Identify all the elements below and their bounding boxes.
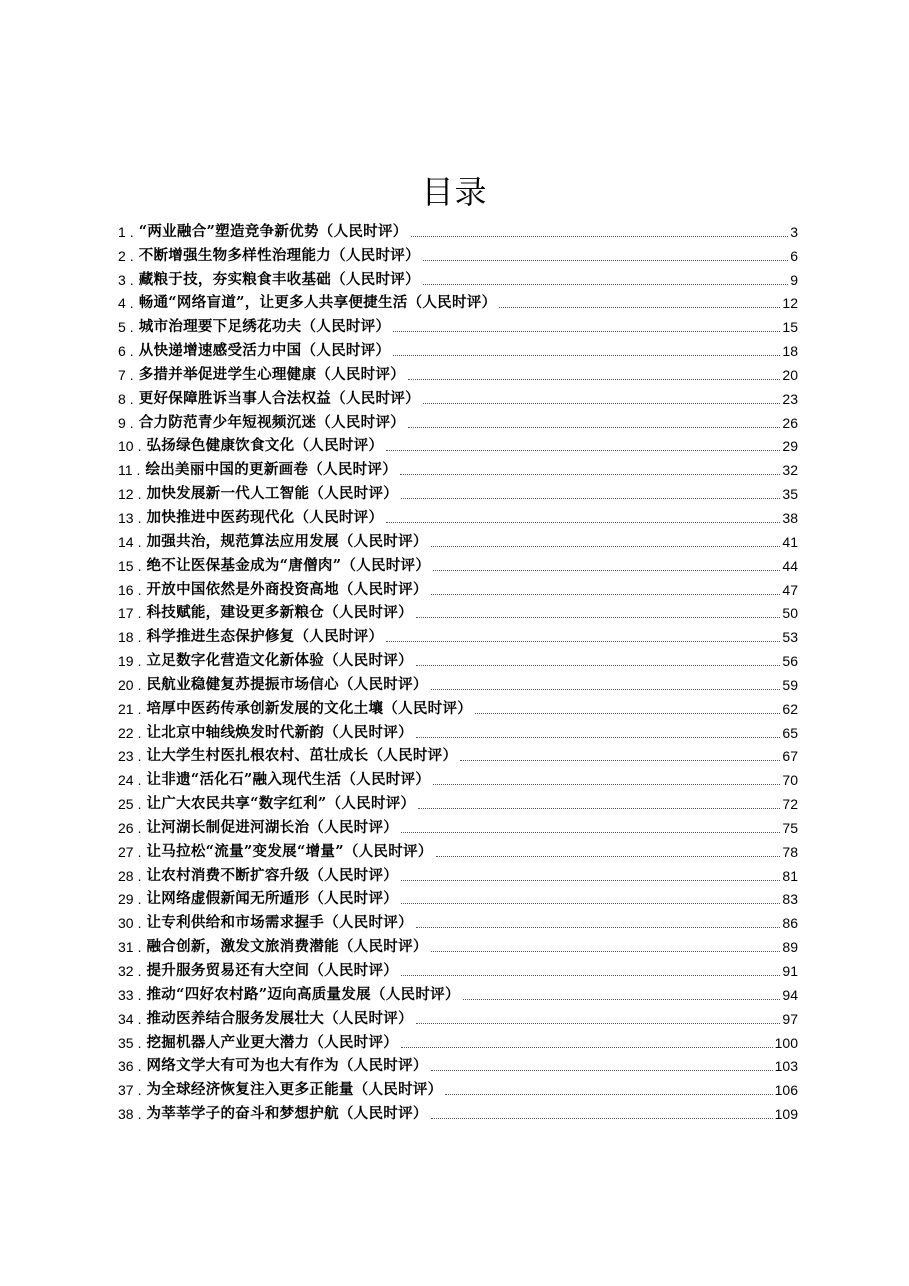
toc-entry-title[interactable]: 科技赋能，建设更多新粮仓（人民时评） bbox=[146, 604, 413, 622]
toc-dot-leader bbox=[431, 545, 781, 547]
toc-entry-page-number[interactable]: 70 bbox=[782, 772, 798, 789]
toc-entry-separator: . bbox=[137, 700, 142, 717]
toc-entry-number: 1 bbox=[118, 223, 126, 240]
toc-entry-title[interactable]: 畅通“网络盲道”，让更多人共享便捷生活（人民时评） bbox=[138, 294, 497, 312]
toc-entry[interactable] bbox=[118, 909, 798, 933]
toc-entry-separator: . bbox=[129, 414, 134, 431]
toc-entry-separator: . bbox=[137, 891, 142, 908]
toc-entry[interactable] bbox=[118, 528, 798, 552]
toc-entry-number: 11 bbox=[118, 462, 133, 479]
toc-entry-title[interactable]: 科学推进生态保护修复（人民时评） bbox=[146, 628, 384, 646]
toc-entry-separator: . bbox=[137, 843, 142, 860]
toc-entry[interactable] bbox=[118, 647, 798, 671]
toc-entry-page-number[interactable]: 78 bbox=[782, 843, 798, 860]
toc-dot-leader bbox=[423, 402, 781, 404]
toc-entry-page-number[interactable]: 59 bbox=[782, 676, 798, 693]
toc-entry-title[interactable]: 让网络虚假新闻无所遁形（人民时评） bbox=[146, 890, 399, 908]
toc-entry-page-number[interactable]: 65 bbox=[782, 724, 798, 741]
toc-entry[interactable] bbox=[118, 504, 798, 528]
toc-dot-leader bbox=[431, 593, 781, 595]
toc-entry-page-number[interactable]: 91 bbox=[782, 963, 798, 979]
toc-entry-page-number[interactable]: 62 bbox=[782, 700, 798, 717]
toc-entry-separator: . bbox=[129, 223, 134, 240]
toc-entry-separator: . bbox=[137, 772, 142, 789]
toc-entry[interactable] bbox=[118, 623, 798, 647]
toc-entry[interactable] bbox=[118, 600, 798, 624]
toc-entry-number: 32 bbox=[118, 963, 134, 979]
toc-entry-page-number[interactable]: 20 bbox=[782, 366, 798, 383]
toc-entry-separator: . bbox=[137, 629, 142, 646]
toc-dot-leader bbox=[431, 1069, 773, 1071]
toc-entry[interactable] bbox=[118, 814, 798, 838]
toc-dot-leader bbox=[416, 664, 781, 666]
toc-entry-page-number[interactable]: 6 bbox=[790, 247, 798, 264]
toc-entry-number: 17 bbox=[118, 605, 134, 622]
toc-entry[interactable] bbox=[118, 242, 798, 266]
toc-entry-page-number[interactable]: 53 bbox=[782, 629, 798, 646]
toc-entry-separator: . bbox=[137, 509, 142, 526]
toc-entry-number: 24 bbox=[118, 772, 134, 789]
toc-dot-leader bbox=[433, 783, 780, 785]
toc-entry-page-number[interactable]: 47 bbox=[782, 581, 798, 598]
toc-entry-title[interactable]: 培厚中医药传承创新发展的文化土壤（人民时评） bbox=[146, 699, 473, 717]
toc-entry[interactable] bbox=[118, 957, 798, 981]
toc-entry-separator: . bbox=[137, 819, 142, 836]
toc-entry-separator: . bbox=[129, 271, 134, 288]
toc-entry-title[interactable]: 提升服务贸易还有大空间（人民时评） bbox=[146, 962, 399, 979]
toc-entry-number: 12 bbox=[118, 486, 134, 503]
toc-entry-separator: . bbox=[137, 915, 142, 932]
toc-dot-leader bbox=[393, 354, 780, 356]
toc-entry-separator: . bbox=[137, 939, 142, 956]
toc-dot-leader bbox=[463, 998, 781, 1000]
toc-entry-separator: . bbox=[137, 1106, 142, 1123]
toc-entry-title[interactable]: 让农村消费不断扩容升级（人民时评） bbox=[146, 866, 399, 884]
toc-entry[interactable] bbox=[118, 552, 798, 576]
toc-entry-page-number[interactable]: 56 bbox=[782, 653, 798, 670]
toc-dot-leader bbox=[408, 426, 780, 428]
toc-entry-title[interactable]: 多措并举促进学生心理健康（人民时评） bbox=[138, 365, 406, 383]
toc-entry-title[interactable]: 加快发展新一代人工智能（人民时评） bbox=[146, 485, 399, 503]
toc-entry-number: 10 bbox=[118, 438, 134, 455]
toc-entry-page-number[interactable]: 106 bbox=[774, 1082, 798, 1099]
toc-entry-page-number[interactable]: 9 bbox=[790, 271, 798, 288]
toc-entry-title[interactable]: 让广大农民共享“数字红利”（人民时评） bbox=[146, 795, 416, 813]
toc-dot-leader bbox=[431, 950, 781, 952]
toc-entry-separator: . bbox=[137, 748, 142, 765]
toc-dot-leader bbox=[386, 521, 780, 523]
toc-entry[interactable] bbox=[118, 695, 798, 719]
toc-entry-separator: . bbox=[137, 867, 142, 884]
toc-entry-separator: . bbox=[137, 653, 142, 670]
toc-entry-separator: . bbox=[137, 1058, 142, 1075]
toc-entry-title[interactable]: 民航业稳健复苏提振市场信心（人民时评） bbox=[146, 675, 428, 693]
toc-dot-leader bbox=[401, 1046, 773, 1048]
toc-entry-number: 13 bbox=[118, 509, 134, 526]
toc-entry-separator: . bbox=[137, 605, 142, 622]
toc-entry-separator: . bbox=[129, 247, 134, 264]
toc-entry-title[interactable]: 推动医养结合服务发展壮大（人民时评） bbox=[146, 1009, 413, 1027]
toc-entry[interactable] bbox=[118, 456, 798, 480]
toc-entry-title[interactable]: 让河湖长制促进河湖长治（人民时评） bbox=[146, 818, 399, 836]
toc-entry[interactable] bbox=[118, 1076, 798, 1100]
toc-dot-leader bbox=[416, 926, 781, 928]
toc-entry-number: 33 bbox=[118, 986, 134, 1003]
toc-dot-leader bbox=[416, 736, 781, 738]
toc-entry-page-number[interactable]: 41 bbox=[782, 533, 798, 550]
toc-dot-leader bbox=[423, 283, 788, 285]
toc-entry-title[interactable]: 为莘莘学子的奋斗和梦想护航（人民时评） bbox=[146, 1105, 428, 1123]
toc-entry-number: 20 bbox=[118, 676, 134, 693]
toc-dot-leader bbox=[401, 902, 780, 904]
toc-entry-page-number[interactable]: 75 bbox=[782, 819, 798, 836]
toc-entry[interactable] bbox=[118, 838, 798, 862]
toc-entry-title[interactable]: 从快递增速感受活力中国（人民时评） bbox=[138, 342, 391, 360]
toc-entry-title[interactable]: 更好保障胜诉当事人合法权益（人民时评） bbox=[138, 389, 420, 407]
toc-entry-page-number[interactable]: 94 bbox=[782, 986, 798, 1003]
toc-list bbox=[118, 218, 798, 1124]
toc-dot-leader bbox=[386, 449, 780, 451]
toc-entry-number: 35 bbox=[118, 1034, 134, 1051]
toc-dot-leader bbox=[401, 974, 780, 976]
toc-entry-title[interactable]: 立足数字化营造文化新体验（人民时评） bbox=[146, 652, 413, 670]
toc-dot-leader bbox=[431, 688, 781, 690]
toc-dot-leader bbox=[475, 712, 780, 714]
toc-entry-number: 3 bbox=[118, 271, 126, 288]
toc-title: 目录 bbox=[421, 173, 488, 211]
toc-entry-number: 27 bbox=[118, 843, 134, 860]
toc-entry-number: 4 bbox=[118, 295, 126, 312]
toc-entry-separator: . bbox=[137, 724, 142, 741]
toc-entry[interactable] bbox=[118, 719, 798, 743]
toc-entry-title[interactable]: 让北京中轴线焕发时代新韵（人民时评） bbox=[146, 723, 413, 741]
toc-entry-number: 38 bbox=[118, 1106, 134, 1123]
toc-entry-page-number[interactable]: 50 bbox=[782, 605, 798, 622]
toc-entry-number: 36 bbox=[118, 1058, 134, 1075]
toc-entry-title[interactable]: 挖掘机器人产业更大潜力（人民时评） bbox=[146, 1033, 399, 1051]
toc-entry-separator: . bbox=[137, 1034, 142, 1051]
toc-dot-leader bbox=[401, 879, 780, 881]
toc-entry-number: 7 bbox=[118, 366, 126, 383]
toc-entry-title[interactable]: 合力防范青少年短视频沉迷（人民时评） bbox=[138, 413, 406, 431]
toc-entry-number: 19 bbox=[118, 653, 134, 670]
toc-entry-page-number[interactable]: 44 bbox=[782, 557, 798, 574]
toc-dot-leader bbox=[386, 640, 780, 642]
toc-entry[interactable] bbox=[118, 743, 798, 767]
toc-entry-title[interactable]: 让大学生村医扎根农村、茁壮成长（人民时评） bbox=[146, 747, 458, 765]
toc-entry[interactable] bbox=[118, 385, 798, 409]
toc-entry-page-number[interactable]: 89 bbox=[782, 939, 798, 956]
toc-entry[interactable] bbox=[118, 933, 798, 957]
toc-dot-leader bbox=[400, 473, 780, 475]
toc-entry-separator: . bbox=[137, 986, 142, 1003]
toc-entry[interactable] bbox=[118, 1053, 798, 1077]
toc-entry-title[interactable]: 藏粮于技，夯实粮食丰收基础（人民时评） bbox=[138, 270, 420, 288]
toc-entry-page-number[interactable]: 86 bbox=[782, 915, 798, 932]
toc-entry[interactable] bbox=[118, 1005, 798, 1029]
toc-entry-separator: . bbox=[137, 533, 142, 550]
toc-entry[interactable] bbox=[118, 1029, 798, 1053]
toc-entry[interactable] bbox=[118, 337, 798, 361]
toc-entry-page-number[interactable]: 72 bbox=[782, 796, 798, 813]
toc-entry-page-number[interactable]: 35 bbox=[782, 486, 798, 503]
toc-entry-number: 5 bbox=[118, 319, 126, 336]
toc-entry-number: 29 bbox=[118, 891, 134, 908]
toc-entry[interactable] bbox=[118, 409, 798, 433]
toc-entry-number: 26 bbox=[118, 819, 134, 836]
toc-entry-title[interactable]: 为全球经济恢复注入更多正能量（人民时评） bbox=[146, 1081, 443, 1099]
toc-entry-number: 37 bbox=[118, 1082, 134, 1099]
toc-entry-page-number[interactable]: 109 bbox=[774, 1106, 798, 1123]
toc-entry-separator: . bbox=[137, 676, 142, 693]
toc-entry-number: 34 bbox=[118, 1010, 134, 1027]
toc-entry-title[interactable]: 加强共治，规范算法应用发展（人民时评） bbox=[146, 532, 428, 550]
toc-entry-number: 16 bbox=[118, 581, 134, 598]
toc-dot-leader bbox=[401, 497, 780, 499]
toc-entry-title[interactable]: “两业融合”塑造竞争新优势（人民时评） bbox=[138, 222, 408, 240]
toc-dot-leader bbox=[445, 1093, 772, 1095]
toc-entry[interactable] bbox=[118, 266, 798, 290]
toc-entry[interactable] bbox=[118, 313, 798, 337]
toc-entry-separator: . bbox=[137, 581, 142, 598]
toc-entry-number: 28 bbox=[118, 867, 134, 884]
toc-entry-page-number[interactable]: 18 bbox=[782, 343, 798, 360]
toc-entry[interactable] bbox=[118, 886, 798, 910]
toc-dot-leader bbox=[401, 831, 780, 833]
toc-entry-number: 25 bbox=[118, 796, 134, 813]
toc-entry-separator: . bbox=[129, 343, 134, 360]
toc-entry-separator: . bbox=[137, 796, 142, 813]
toc-entry-title[interactable]: 让非遗“活化石”融入现代生活（人民时评） bbox=[146, 771, 431, 789]
toc-entry-page-number[interactable]: 67 bbox=[782, 748, 798, 765]
toc-entry-page-number[interactable]: 3 bbox=[790, 223, 798, 240]
toc-entry[interactable] bbox=[118, 671, 798, 695]
toc-entry-title[interactable]: 绘出美丽中国的更新画卷（人民时评） bbox=[145, 461, 398, 479]
toc-entry[interactable] bbox=[118, 1100, 798, 1124]
toc-entry-number: 22 bbox=[118, 724, 134, 741]
toc-entry-title[interactable]: 网络文学大有可为也大有作为（人民时评） bbox=[146, 1057, 428, 1075]
toc-entry[interactable] bbox=[118, 433, 798, 457]
toc-entry-title[interactable]: 加快推进中医药现代化（人民时评） bbox=[146, 508, 384, 526]
toc-entry-title[interactable]: 城市治理要下足绣花功夫（人民时评） bbox=[138, 318, 391, 336]
toc-entry-separator: . bbox=[137, 486, 142, 503]
toc-dot-leader bbox=[431, 1117, 773, 1119]
toc-entry-page-number[interactable]: 81 bbox=[782, 867, 798, 884]
toc-dot-leader bbox=[499, 306, 780, 308]
toc-entry[interactable] bbox=[118, 981, 798, 1005]
toc-dot-leader bbox=[423, 259, 788, 261]
toc-entry-separator: . bbox=[137, 1082, 142, 1099]
toc-entry-separator: . bbox=[129, 366, 134, 383]
toc-entry-page-number[interactable]: 100 bbox=[774, 1034, 798, 1051]
toc-entry-title[interactable]: 让专利供给和市场需求握手（人民时评） bbox=[146, 914, 413, 932]
toc-entry[interactable] bbox=[118, 766, 798, 790]
toc-entry-page-number[interactable]: 103 bbox=[774, 1058, 798, 1075]
toc-entry-number: 14 bbox=[118, 533, 134, 550]
toc-entry-page-number[interactable]: 83 bbox=[782, 891, 798, 908]
toc-entry[interactable] bbox=[118, 576, 798, 600]
toc-entry-page-number[interactable]: 15 bbox=[782, 319, 798, 336]
toc-dot-leader bbox=[460, 759, 780, 761]
toc-entry-number: 21 bbox=[118, 700, 134, 717]
toc-entry-page-number[interactable]: 23 bbox=[782, 390, 798, 407]
toc-entry[interactable] bbox=[118, 218, 798, 242]
toc-entry-separator: . bbox=[129, 390, 134, 407]
toc-entry-number: 9 bbox=[118, 414, 126, 431]
toc-entry-number: 31 bbox=[118, 939, 134, 956]
toc-entry-title[interactable]: 开放中国依然是外商投资高地（人民时评） bbox=[146, 580, 428, 598]
toc-entry-page-number[interactable]: 32 bbox=[782, 462, 798, 479]
toc-entry[interactable] bbox=[118, 290, 798, 314]
toc-entry-page-number[interactable]: 97 bbox=[782, 1010, 798, 1027]
toc-entry-number: 15 bbox=[118, 557, 134, 574]
toc-entry-number: 23 bbox=[118, 748, 134, 765]
toc-entry-page-number[interactable]: 12 bbox=[782, 295, 798, 312]
toc-dot-leader bbox=[416, 1022, 781, 1024]
toc-dot-leader bbox=[418, 807, 780, 809]
toc-dot-leader bbox=[408, 378, 780, 380]
toc-dot-leader bbox=[436, 855, 781, 857]
toc-entry-separator: . bbox=[136, 462, 141, 479]
toc-entry-separator: . bbox=[129, 319, 134, 336]
toc-dot-leader bbox=[393, 330, 780, 332]
toc-dot-leader bbox=[411, 235, 789, 237]
toc-entry-title[interactable]: 绝不让医保基金成为“唐僧肉”（人民时评） bbox=[146, 556, 431, 574]
toc-entry-title[interactable]: 不断增强生物多样性治理能力（人民时评） bbox=[138, 246, 420, 264]
toc-entry-number: 30 bbox=[118, 915, 134, 932]
toc-dot-leader bbox=[416, 616, 781, 618]
toc-entry-page-number[interactable]: 29 bbox=[782, 438, 798, 455]
toc-entry-separator: . bbox=[137, 557, 142, 574]
toc-entry-separator: . bbox=[137, 963, 142, 979]
toc-entry-number: 8 bbox=[118, 390, 126, 407]
toc-entry-title[interactable]: 融合创新，激发文旅消费潜能（人民时评） bbox=[146, 938, 428, 956]
toc-entry-title[interactable]: 让马拉松“流量”变发展“增量”（人民时评） bbox=[146, 842, 433, 860]
toc-entry[interactable] bbox=[118, 480, 798, 504]
toc-entry[interactable] bbox=[118, 361, 798, 385]
toc-entry[interactable] bbox=[118, 862, 798, 886]
toc-entry-page-number[interactable]: 38 bbox=[782, 509, 798, 526]
toc-dot-leader bbox=[433, 569, 780, 571]
toc-entry[interactable] bbox=[118, 790, 798, 814]
toc-entry-title[interactable]: 弘扬绿色健康饮食文化（人民时评） bbox=[146, 437, 384, 455]
toc-entry-title[interactable]: 推动“四好农村路”迈向高质量发展（人民时评） bbox=[146, 985, 460, 1003]
toc-entry-page-number[interactable]: 26 bbox=[782, 414, 798, 431]
toc-entry-separator: . bbox=[137, 1010, 142, 1027]
toc-entry-separator: . bbox=[137, 438, 142, 455]
toc-entry-number: 18 bbox=[118, 629, 134, 646]
toc-entry-separator: . bbox=[129, 295, 134, 312]
toc-entry-number: 6 bbox=[118, 343, 126, 360]
toc-entry-number: 2 bbox=[118, 247, 126, 264]
